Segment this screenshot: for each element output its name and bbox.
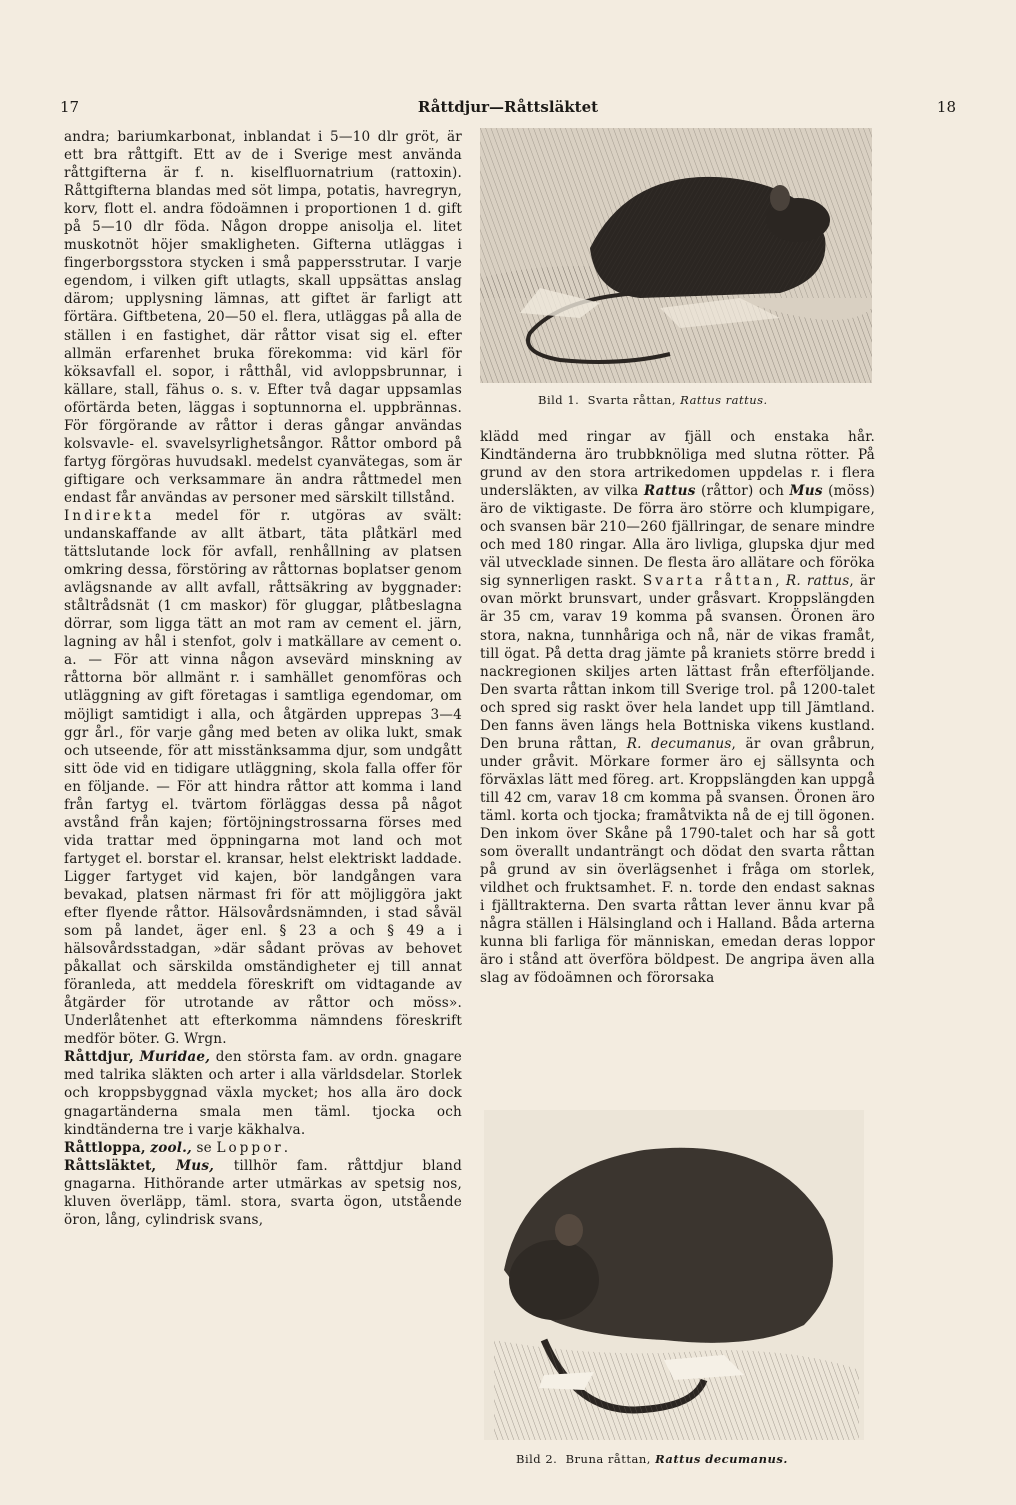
running-title: Råttdjur—Råttsläktet	[417, 98, 599, 116]
term-indirekta: Indirekta	[64, 507, 155, 524]
cross-reference: Loppor	[216, 1139, 284, 1156]
brown-rat-engraving	[484, 1110, 864, 1440]
black-rat-engraving	[480, 128, 872, 383]
term-svarta-rattan: Svarta råttan	[642, 573, 776, 590]
page-header	[60, 98, 956, 120]
paragraph-poisons: andra; bariumkarbonat, inblandat i 5—10 dlr gröt, är ett bra råttgift. Ett av de i Sverige mest använda råttgifterna är f. n. kiselfluornatrium (rattoxin). Råttgifterna blandas med söt limpa, potatis, havregryn, korv, flott el. andra födoämnen i proportionen 1 d. gift på 5—10 dlr föda. Någon droppe anisolja el. litet muskotnöt höjer smakligheten. Gifterna utläggas i fingerborgsstora stycken i små pappersstrutar. I varje egendom, i vilken gift utlagts, skall uppsättas anslag därom; upplysning lämnas, att giftet är farligt att förtära. Giftbetena, 20—50 el. flera, utläggas på alla de ställen i en fastighet, där råttor visat sig el. efter allmän erfarenhet bruka förekomma: vid kärl för köksavfall el. sopor, i råtthål, vid avloppsbrunnar, i källare, stall, fähus o. s. v. Efter två dagar uppsamlas oförtärda beten, läggas i soptunnorna el. uppbrännas. För förgörande av råttor i deras gångar användas kolsvavle- el. svavelsyrlighetsångor. Råttor ombord på fartyg förgöras huvudsakl. medelst cyanvätegas, som är giftigare och verksammare än andra råttmedel men endast får användas av personer med särskilt tillstånd.	[64, 129, 462, 506]
paragraph-indirect-measures: Indirekta medel för r. utgöras av svält: undanskaffande av allt ätbart, täta plåtkärl med tättslutande lock för avfall, renhållning av platsen omkring dessa, förstöring av råttornas boplatser genom avlägsnande av allt avfall, råttsäkring av byggnader: ståltrådsnät (1 cm maskor) för gluggar, plåtbeslagna dörrar, som ligga tätt an mot ram av cement el. järn, lagning av hål i stenfot, golv i matkällare av cement o. a. — För att vinna någon avsevärd minskning av råttorna bör allmänt r. i samhället genomföras och utläggning av gift företagas i samtliga egendomar, om möjligt samtidigt i alla, och åtgärden upprepas 3—4 ggr årl., för varje gång med beten av olika lukt, smak och utseende, för att misstänksamma djur, som undgått sitt öde vid en tidigare utläggning, skola falla offer för en följande. — För att hindra råttor att komma i land från fartyg el. tvärtom förläggas dessa på något avstånd från kajen; förtöjningstrossarna förses med vida trattar med öppningarna mot land och mot fartyget el. borstar el. kransar, helst elektriskt laddade. Ligger fartyget vid kajen, bör landgången vara bevakad, platsen närmast fri för att möjliggöra jakt efter flyende råttor. Hälsovårdsnämnden, i stad såväl som på landet, äger enl. § 23 a och § 49 a i hälsovårdsstadgan, »där sådant prövas av behovet påkallat och särskilda omständigheter ej till annat föranleda, att meddela föreskrift om vidtagande av åtgärder för utrotande av råttor och möss». Underlåtenhet att efterkomma nämndens föreskrift medför böter. G. Wrgn.	[64, 507, 462, 1048]
figure-1-caption: Bild 1. Svarta råttan, Rattus rattus.	[538, 393, 768, 407]
entry-headword: Råttdjur,	[64, 1049, 134, 1066]
left-column	[64, 128, 462, 1229]
page-number-right: 18	[936, 98, 956, 116]
entry-rattslaktet: Råttsläktet, Mus, tillhör fam. råttdjur bland gnagarna. Hithörande arter utmärkas av spetsig nos, kluven överläpp, täml. stora, svarta ögon, utstående öron, lång, cylindrisk svans,	[64, 1157, 462, 1228]
figure-brown-rat	[484, 1110, 864, 1440]
page-number-left: 17	[60, 98, 80, 116]
figure-2-caption: Bild 2. Bruna råttan, Rattus decumanus.	[516, 1452, 788, 1466]
entry-headword: Råttsläktet,	[64, 1157, 157, 1174]
paragraph-rat-species: klädd med ringar av fjäll och enstaka hår. Kindtänderna äro trubbknöliga med slutna rötter. På grund av den stora artrikedomen uppdelas r. i flera undersläkten, av vilka Rattus (råttor) och Mus (möss) äro de viktigaste. De förra äro större och klumpigare, och svansen bär 210—260 fjällringar, de senare mindre och med 180 ringar. Alla äro livliga, glupska djur med väl utvecklade sinnen. De flesta äro allätare och föröka sig synnerligen raskt. Svarta råttan, R. rattus, är ovan mörkt brunsvart, under gråsvart. Kroppslängden är 35 cm, varav 19 komma på svansen. Öronen äro stora, nakna, tunnhåriga och nå, när de vikas framåt, till ögat. På detta drag jämte på kraniets större bredd i nackregionen skiljes arten lättast från efterföljande. Den svarta råttan inkom till Sverige trol. på 1200-talet och spred sig raskt över hela landet upp till Jämtland. Den fanns även längs hela Bottniska vikens kustland. Den bruna råttan, R. decumanus, är ovan gråbrun, under gråvit. Mörkare former äro ej sällsynta och förväxlas lätt med föreg. art. Kroppslängden kan uppgå till 42 cm, varav 18 cm komma på svansen. Öronen äro täml. korta och tjocka; framåtvikta nå de ej till ögonen. Den inkom över Skåne på 1790-talet och har så gott som överallt undanträngt och dödat den svarta råttan på grund av sin överlägsenhet i fråga om storlek, vildhet och fruktsamhet. F. n. torde den endast saknas i fjälltrakterna. Den svarta råttan lever ännu kvar på några ställen i Hälsingland och i Halland. Båda arterna kunna bli farliga för människan, emedan deras loppor äro i stånd att överföra böldpest. De angripa även alla slag av födoämnen och förorsaka	[480, 429, 876, 987]
right-column	[480, 428, 875, 987]
entry-rattdjur: Råttdjur, Muridae, den största fam. av ordn. gnagare med talrika släkten och arter i alla världsdelar. Storlek och kroppsbyggnad växla mycket; hos alla äro dock gnagartänderna smala men täml. tjocka och kindtänderna tre i varje käkhalva.	[64, 1049, 462, 1138]
entry-rattloppa: Råttloppa, zool., se Loppor.	[64, 1139, 289, 1156]
author-signature: G. Wrgn.	[164, 1031, 227, 1048]
entry-headword: Råttloppa,	[64, 1139, 146, 1156]
figure-black-rat	[480, 128, 872, 383]
